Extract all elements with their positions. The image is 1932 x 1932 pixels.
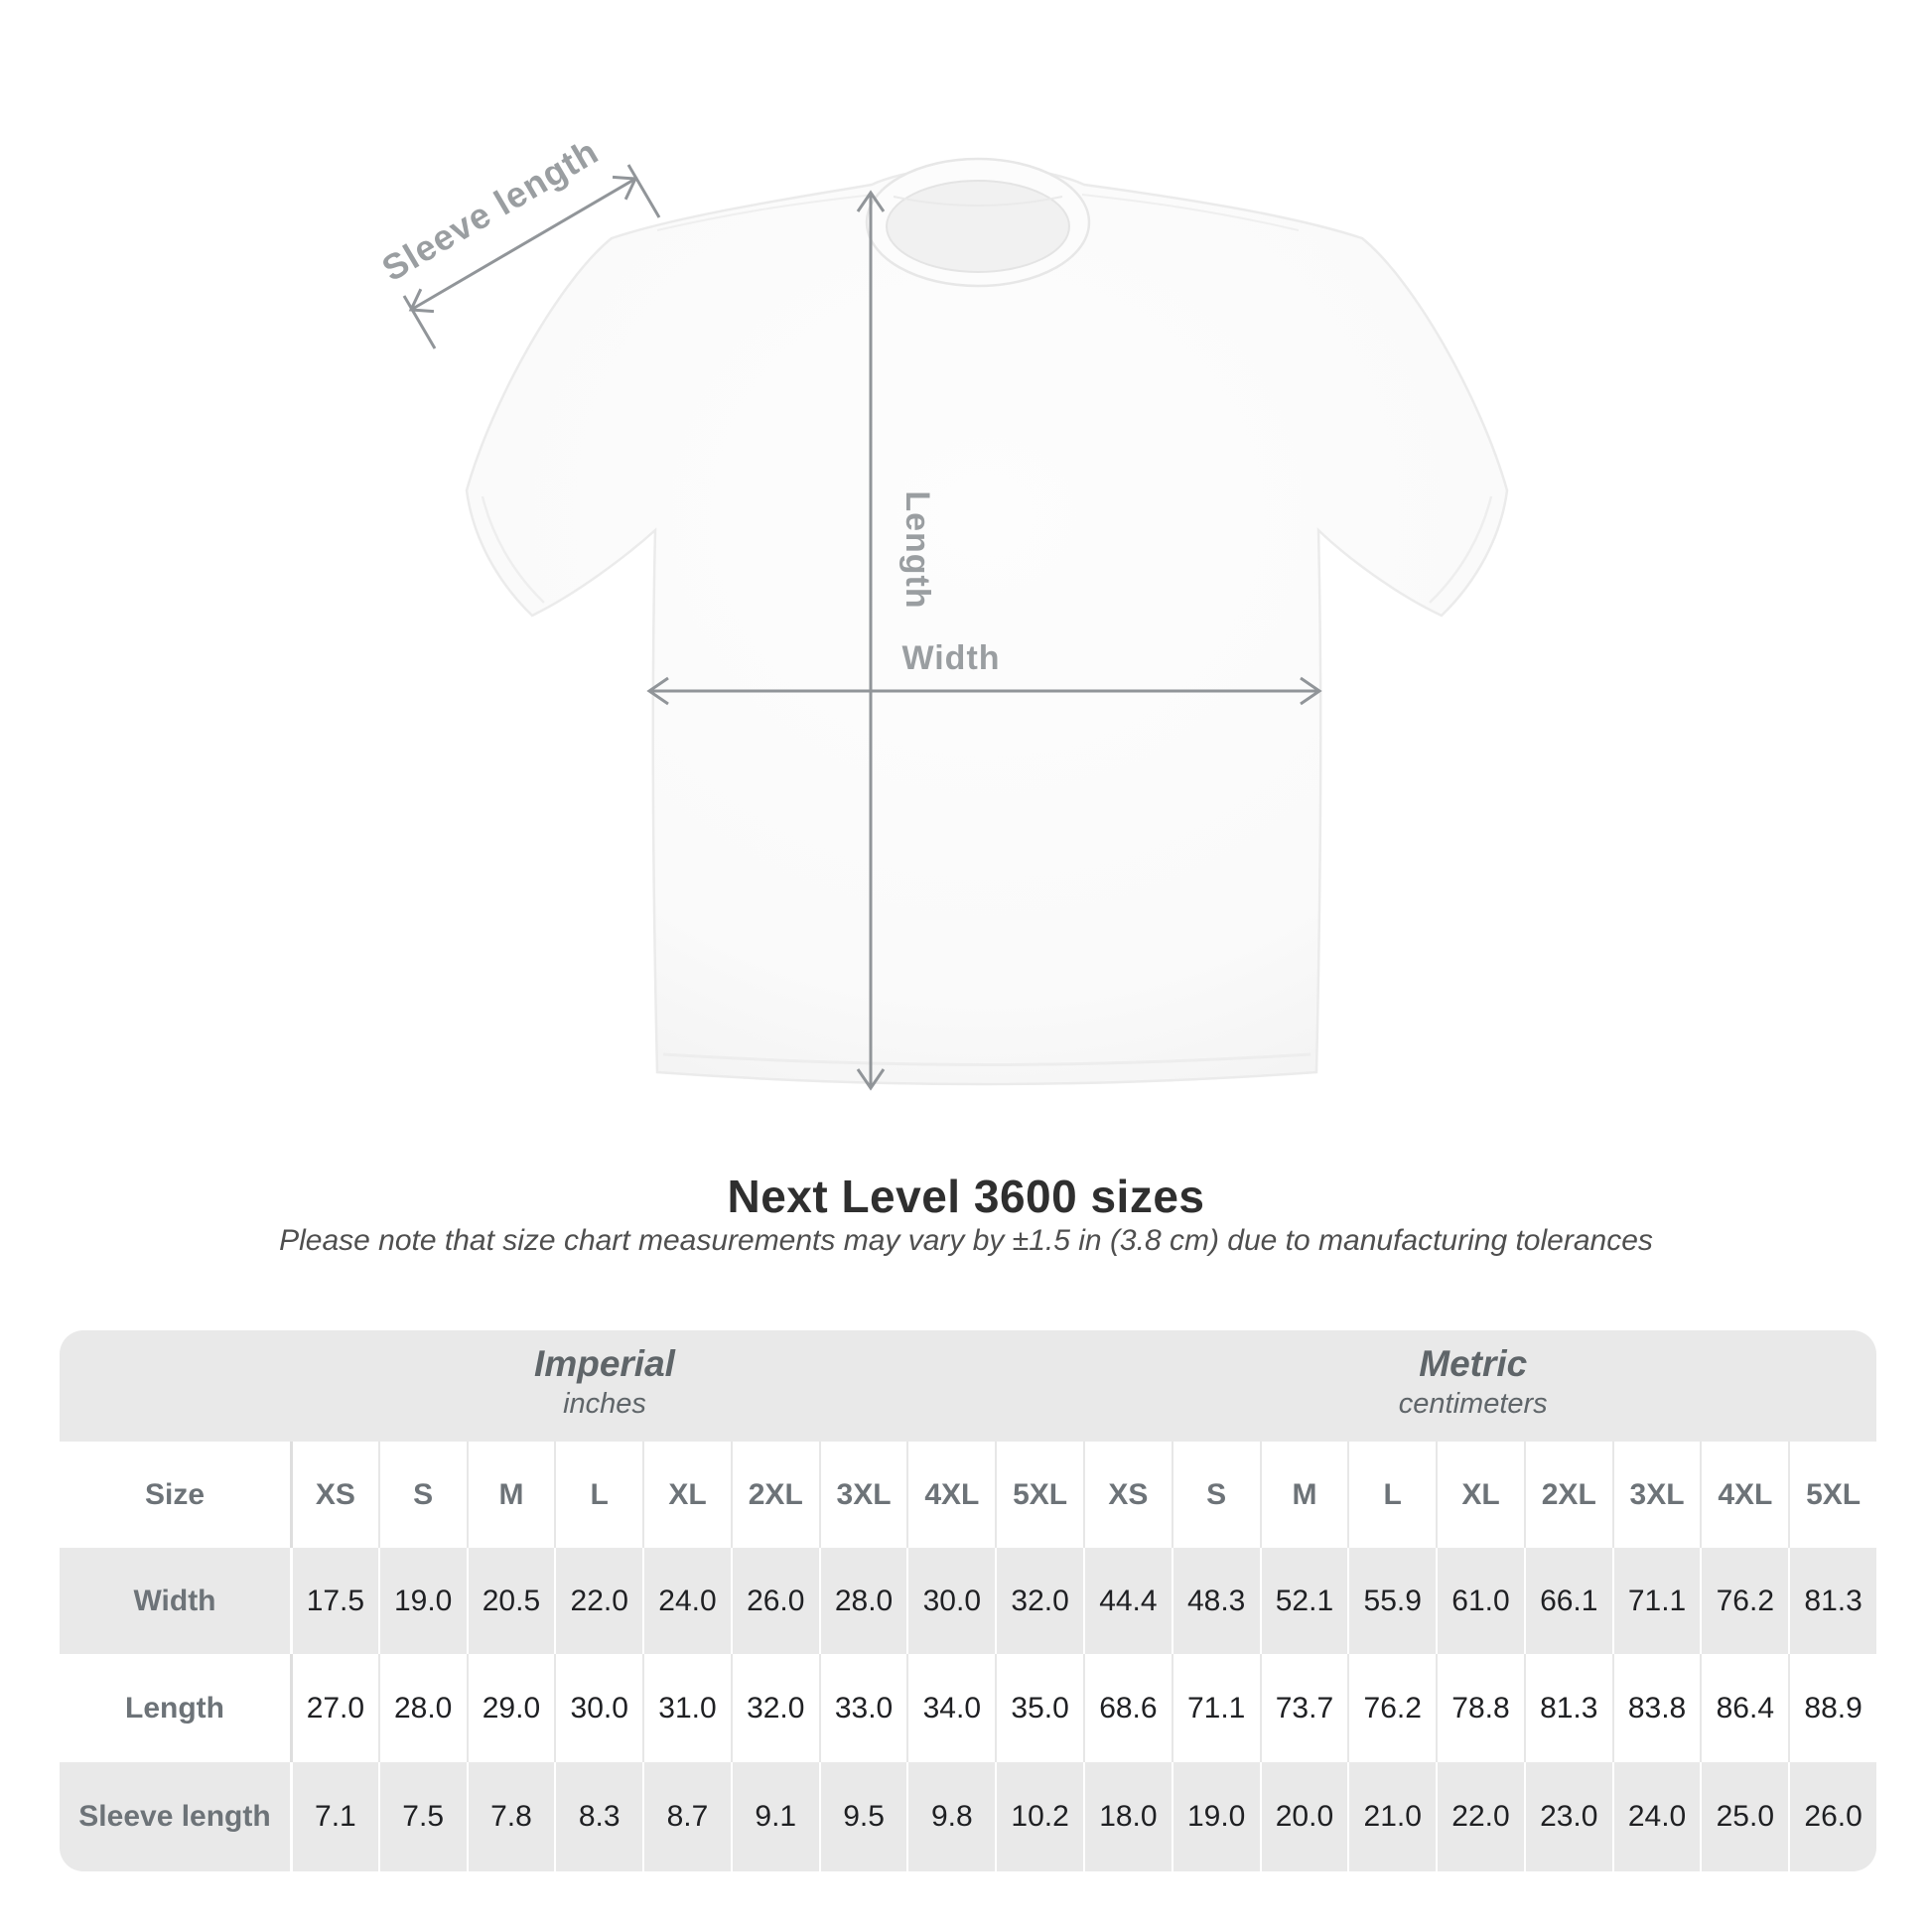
- size-col-header-s-metric: S: [1172, 1442, 1260, 1548]
- size-col-header-4xl-metric: 4XL: [1700, 1442, 1788, 1548]
- value-cell: 24.0: [642, 1548, 731, 1654]
- value-cell: 24.0: [1612, 1762, 1701, 1871]
- length-label: Length: [898, 490, 936, 610]
- value-cell: 76.2: [1700, 1548, 1788, 1654]
- value-cell: 83.8: [1612, 1654, 1701, 1762]
- value-cell: 33.0: [819, 1654, 907, 1762]
- value-cell: 28.0: [378, 1654, 467, 1762]
- size-col-header-xs-metric: XS: [1083, 1442, 1172, 1548]
- value-cell: 31.0: [642, 1654, 731, 1762]
- collar-inner: [887, 181, 1069, 272]
- value-cell: 9.8: [906, 1762, 995, 1871]
- size-col-header-5xl-imperial: 5XL: [995, 1442, 1083, 1548]
- value-cell: 76.2: [1347, 1654, 1436, 1762]
- value-cell: 78.8: [1436, 1654, 1524, 1762]
- value-cell: 81.3: [1788, 1548, 1876, 1654]
- tshirt-illustration: [467, 159, 1507, 1084]
- value-cell: 61.0: [1436, 1548, 1524, 1654]
- value-cell: 29.0: [467, 1654, 555, 1762]
- value-cell: 8.3: [554, 1762, 642, 1871]
- metric-unit: centimeters: [1398, 1388, 1548, 1420]
- value-cell: 27.0: [290, 1654, 378, 1762]
- size-header-label: Size: [60, 1442, 290, 1548]
- value-cell: 30.0: [554, 1654, 642, 1762]
- size-col-header-s-imperial: S: [378, 1442, 467, 1548]
- value-cell: 19.0: [378, 1548, 467, 1654]
- row-label: Length: [60, 1654, 290, 1762]
- value-cell: 68.6: [1083, 1654, 1172, 1762]
- size-col-header-l-metric: L: [1347, 1442, 1436, 1548]
- size-col-header-xl-imperial: XL: [642, 1442, 731, 1548]
- size-col-header-4xl-imperial: 4XL: [906, 1442, 995, 1548]
- tolerance-note: Please note that size chart measurements may vary by ±1.5 in (3.8 cm) due to manufacturing tolerances: [279, 1224, 1653, 1257]
- value-cell: 22.0: [1436, 1762, 1524, 1871]
- units-band: [60, 1330, 1876, 1442]
- value-cell: 52.1: [1260, 1548, 1348, 1654]
- value-cell: 73.7: [1260, 1654, 1348, 1762]
- value-cell: 21.0: [1347, 1762, 1436, 1871]
- value-cell: 71.1: [1612, 1548, 1701, 1654]
- value-cell: 35.0: [995, 1654, 1083, 1762]
- value-cell: 32.0: [731, 1654, 819, 1762]
- value-cell: 25.0: [1700, 1762, 1788, 1871]
- value-cell: 18.0: [1083, 1762, 1172, 1871]
- size-col-header-3xl-imperial: 3XL: [819, 1442, 907, 1548]
- value-cell: 28.0: [819, 1548, 907, 1654]
- imperial-unit: inches: [563, 1388, 646, 1420]
- value-cell: 19.0: [1172, 1762, 1260, 1871]
- value-cell: 7.1: [290, 1762, 378, 1871]
- metric-group-header: [1399, 1342, 1548, 1422]
- size-col-header-2xl-imperial: 2XL: [731, 1442, 819, 1548]
- value-cell: 34.0: [906, 1654, 995, 1762]
- size-table: [60, 1330, 1876, 1871]
- page-title: Next Level 3600 sizes: [727, 1171, 1205, 1222]
- value-cell: 23.0: [1524, 1762, 1612, 1871]
- imperial-label: Imperial: [534, 1343, 675, 1384]
- imperial-group-header: [534, 1342, 675, 1422]
- size-col-header-xs-imperial: XS: [290, 1442, 378, 1548]
- size-col-header-3xl-metric: 3XL: [1612, 1442, 1701, 1548]
- size-table-grid: [60, 1442, 1876, 1871]
- size-col-header-l-imperial: L: [554, 1442, 642, 1548]
- row-label: Width: [60, 1548, 290, 1654]
- value-cell: 88.9: [1788, 1654, 1876, 1762]
- value-cell: 9.5: [819, 1762, 907, 1871]
- value-cell: 66.1: [1524, 1548, 1612, 1654]
- value-cell: 26.0: [1788, 1762, 1876, 1871]
- value-cell: 10.2: [995, 1762, 1083, 1871]
- value-cell: 48.3: [1172, 1548, 1260, 1654]
- value-cell: 55.9: [1347, 1548, 1436, 1654]
- value-cell: 17.5: [290, 1548, 378, 1654]
- value-cell: 81.3: [1524, 1654, 1612, 1762]
- value-cell: 86.4: [1700, 1654, 1788, 1762]
- value-cell: 20.5: [467, 1548, 555, 1654]
- value-cell: 7.8: [467, 1762, 555, 1871]
- size-col-header-xl-metric: XL: [1436, 1442, 1524, 1548]
- value-cell: 22.0: [554, 1548, 642, 1654]
- width-label: Width: [901, 639, 1001, 677]
- value-cell: 9.1: [731, 1762, 819, 1871]
- size-col-header-5xl-metric: 5XL: [1788, 1442, 1876, 1548]
- value-cell: 32.0: [995, 1548, 1083, 1654]
- value-cell: 26.0: [731, 1548, 819, 1654]
- value-cell: 30.0: [906, 1548, 995, 1654]
- value-cell: 8.7: [642, 1762, 731, 1871]
- value-cell: 20.0: [1260, 1762, 1348, 1871]
- size-col-header-m-metric: M: [1260, 1442, 1348, 1548]
- row-label: Sleeve length: [60, 1762, 290, 1871]
- size-col-header-2xl-metric: 2XL: [1524, 1442, 1612, 1548]
- size-col-header-m-imperial: M: [467, 1442, 555, 1548]
- value-cell: 44.4: [1083, 1548, 1172, 1654]
- value-cell: 71.1: [1172, 1654, 1260, 1762]
- value-cell: 7.5: [378, 1762, 467, 1871]
- sleeve-length-label: Sleeve length: [374, 130, 606, 290]
- metric-label: Metric: [1419, 1343, 1528, 1384]
